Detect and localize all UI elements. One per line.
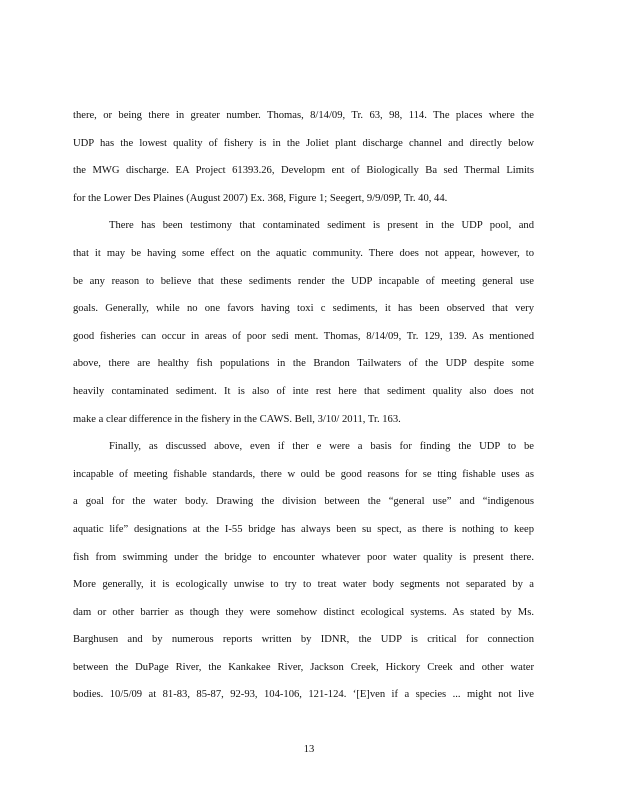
text-line: More generally, it is ecologically unwise to try to treat water body segments not separated by a [73, 579, 534, 591]
text-line: heavily contaminated sediment. It is also of inte rest here that sediment quality also does not [73, 385, 534, 397]
text-line: between the DuPage River, the Kankakee River, Jackson Creek, Hickory Creek and other water [73, 661, 534, 673]
text-line: goals. Generally, while no one favors having toxi c sediments, it has been observed that very [73, 303, 534, 315]
paragraph-2 [73, 212, 534, 433]
paragraph-3 [73, 433, 534, 709]
text-line: that it may be having some effect on the aquatic community. There does not appear, however, to [73, 247, 534, 259]
text-line: be any reason to believe that these sediments render the UDP incapable of meeting general use [73, 275, 534, 287]
text-line: good fisheries can occur in areas of poor sedi ment. Thomas, 8/14/09, Tr. 129, 139. As mentioned [73, 330, 534, 342]
text-line: above, there are healthy fish populations in the Brandon Tailwaters of the UDP despite some [73, 358, 534, 370]
page-number: 13 [303, 744, 315, 755]
text-line: Barghusen and by numerous reports written by IDNR, the UDP is critical for connection [73, 634, 534, 646]
text-line: fish from swimming under the bridge to encounter whatever poor water quality is present there. [73, 551, 534, 563]
text-line: Finally, as discussed above, even if ther e were a basis for finding the UDP to be [109, 441, 534, 453]
text-line: there, or being there in greater number. Thomas, 8/14/09, Tr. 63, 98, 114. The places where the [73, 110, 534, 121]
text-line: incapable of meeting fishable standards, there w ould be good reasons for se tting fishable uses as [73, 468, 534, 480]
paragraph-1 [73, 102, 534, 212]
text-line: There has been testimony that contaminated sediment is present in the UDP pool, and [109, 220, 534, 232]
text-line: for the Lower Des Plaines (August 2007) Ex. 368, Figure 1; Seegert, 9/9/09P, Tr. 40, 44. [73, 192, 448, 204]
text-line: the MWG discharge. EA Project 61393.26, Developm ent of Biologically Ba sed Thermal Limits [73, 165, 534, 177]
text-line: UDP has the lowest quality of fishery is in the Joliet plant discharge channel and directly below [73, 137, 534, 149]
text-line: aquatic life” designations at the I-55 bridge has always been su spect, as there is nothing to keep [73, 523, 534, 535]
text-line: bodies. 10/5/09 at 81-83, 85-87, 92-93, 104-106, 121-124. ‘[E]ven if a species ... might not live [73, 689, 534, 701]
text-line: make a clear difference in the fishery in the CAWS. Bell, 3/10/ 2011, Tr. 163. [73, 413, 401, 425]
body-text [73, 102, 534, 709]
text-line: a goal for the water body. Drawing the division between the “general use” and “indigenous [73, 496, 534, 508]
text-line: dam or other barrier as though they were somehow distinct ecological systems. As stated by Ms. [73, 606, 534, 618]
